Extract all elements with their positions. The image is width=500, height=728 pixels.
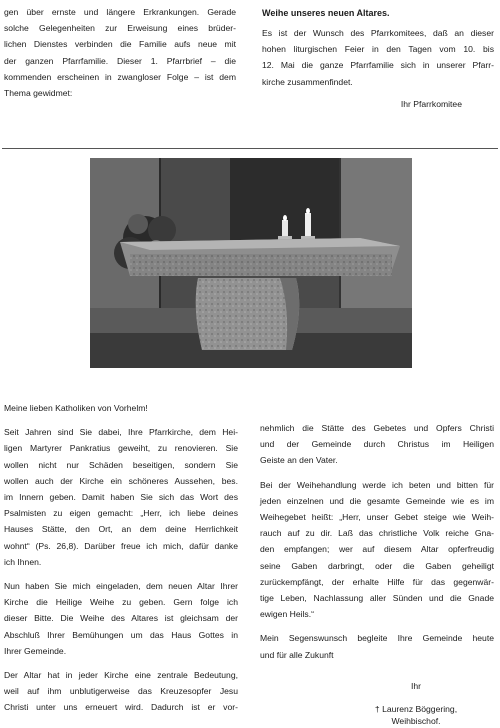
text-line: dieser Bitte. Die Weihe des Altares ist gleichsam der (4, 613, 238, 624)
text-line: zurückempfängt, der erhalte Hilfe für das gegenwär- (260, 576, 494, 587)
text-line: Der Altar hat in jeder Kirche eine zentrale Bedeutung, (4, 670, 238, 681)
text-line: Es ist der Wunsch des Pfarrkomitees, daß an dieser (262, 28, 494, 38)
text-line: nehmlich die Stätte des Gebetes und Opfers Christi (260, 423, 494, 433)
text-line: Nun haben Sie mich eingeladen, dem neuen Altar Ihrer (4, 581, 238, 592)
text-line: wohnt“ (Ps. 26,8). Darüber freue ich mich, dafür danke (4, 540, 238, 551)
altar-photo-icon (90, 158, 412, 368)
letter-paragraph (260, 630, 494, 662)
letter-column-right (260, 420, 494, 663)
letter-column-left (4, 400, 238, 716)
text-line: und für alle Zukunft (260, 649, 334, 660)
text-line: und der Gemeinde durch Christus im Heiligen (260, 439, 494, 450)
text-line: lichen Dienstes verbinden die Familie aufs neue mit (4, 39, 236, 50)
letter-paragraph (4, 667, 238, 716)
letter-paragraph (260, 420, 494, 469)
text-line: Psalmisten zu eigen gemacht: „Herr, ich liebe deines (4, 508, 238, 519)
text-line: ich Ihnen. (4, 556, 42, 567)
text-line: der ganzen Pfarrfamilie. Dieser 1. Pfarrbrief – die (4, 55, 236, 66)
signature-title: Weihbischof. (391, 716, 441, 726)
text-line: wollen nicht nur Schäden beseitigen, sondern Sie (4, 459, 238, 470)
text-line: solche Gelegenheiten zur Erweisung eines brüder- (4, 23, 236, 34)
text-line: Christi unter uns erneuert wird. Dadurch ist er vor- (4, 702, 238, 713)
text-line: Ihrer Gemeinde. (4, 645, 67, 656)
announcement-column (262, 4, 494, 112)
text-line: tige Leben, Nachlassung aller Sünden und die Gnade (260, 593, 494, 604)
bishop-signature (334, 680, 498, 728)
altar-photo (90, 158, 412, 368)
text-line: 12. Mai die ganze Pfarrfamilie sich in unserer Pfarr- (262, 60, 494, 71)
committee-signature: Ihr Pfarrkomitee (400, 98, 462, 109)
text-line: kommenden erscheinen in zwangloser Folge – ist dem (4, 71, 236, 82)
text-line: ewigen Heils.“ (260, 609, 314, 620)
text-line: hohen liturgischen Feier in den Tagen vom 10. bis (262, 44, 494, 55)
text-line: Geiste an den Vater. (260, 455, 338, 466)
text-line: jeden einzelnen und die gesamte Gemeinde wie es im (260, 495, 494, 506)
text-line: Seit Jahren sind Sie dabei, Ihre Pfarrkirche, dem Hei- (4, 427, 238, 438)
text-line: den empfangen; wer auf diesem Altar opferfreudig (260, 544, 494, 555)
text-line: weil auf ihm unblutigerweise das Kreuzesopfer Jesu (4, 686, 238, 697)
announcement-heading: Weihe unseres neuen Altares. (262, 8, 390, 18)
letter-paragraph (260, 477, 494, 623)
text-line: ligen Martyrer Pankratius geweiht, zu renovieren. Sie (4, 443, 238, 454)
text-line: wollen auch der Kirche ein schöneres Aussehen, bes. (4, 475, 238, 486)
text-line: kirche zusammenfindet. (262, 76, 353, 87)
text-line: seine Gaben darbringt, oder die Gaben geheiligt (260, 560, 494, 571)
text-line: Hauses Stätte, den Ort, an dem deine Herrlichkeit (4, 524, 238, 535)
text-line: rauch auf zu dir. Laß das christliche Volk reiche Gna- (260, 528, 494, 539)
letter-salutation: Meine lieben Katholiken von Vorhelm! (4, 403, 148, 413)
letter-paragraph (4, 424, 238, 570)
signature-name: † Laurenz Böggering, (374, 703, 458, 714)
text-line: Kirche die Heilige Weihe zu geben. Gern folge ich (4, 597, 238, 608)
text-line: Bei der Weihehandlung werde ich beten und bitten für (260, 479, 494, 490)
text-line: Thema gewidmet: (4, 88, 73, 99)
signature-closing: Ihr (410, 681, 422, 691)
text-line: Abschluß Ihrer Bemühungen um das Haus Gottes in (4, 629, 238, 640)
section-divider (2, 148, 498, 149)
text-line: Weihegebet heißt: „Herr, unser Gebet steige wie Weih- (260, 512, 494, 523)
text-line: gen über ernste und längere Erkrankungen. Gerade (4, 7, 236, 17)
text-line: Mein Segenswunsch begleite Ihre Gemeinde heute (260, 633, 494, 644)
intro-text-column (4, 4, 236, 101)
letter-paragraph (4, 578, 238, 659)
text-line: im Innern geben. Damit haben Sie sich das Wort des (4, 492, 238, 503)
